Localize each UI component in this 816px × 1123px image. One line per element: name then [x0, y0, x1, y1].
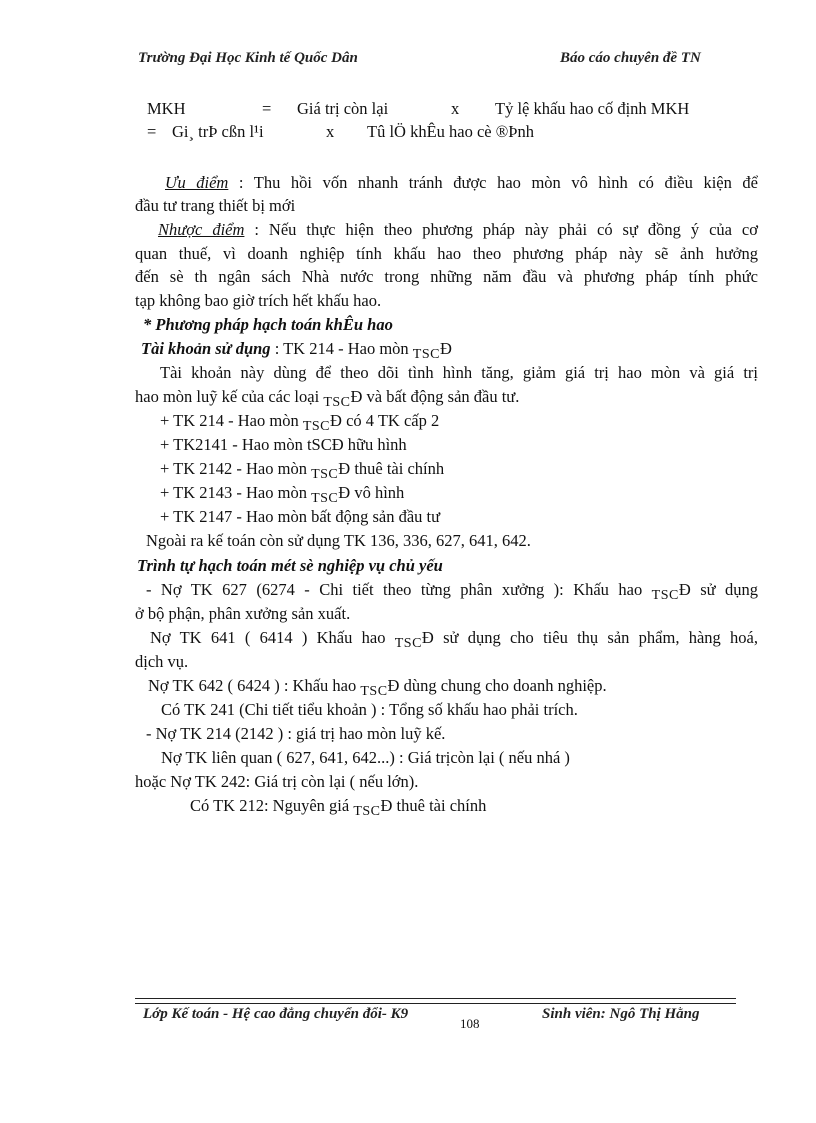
footer-class: Lớp Kế toán - Hệ cao đẳng chuyển đổi- K9	[143, 1006, 409, 1022]
entry-line-7: - Nợ TK 214 (2142 ) : giá trị hao mòn luỹ kế.	[146, 724, 446, 743]
disadvantage-line-3: đến sè th ngân sách Nhà nước trong những năm đầu và phương pháp tính phức	[135, 267, 758, 286]
sub-account-2147: + TK 2147 - Hao mòn bất động sản đầu tư	[160, 507, 441, 526]
section-heading-procedure: Trình tự hạch toán mét sè nghiệp vụ chủ yếu	[137, 556, 443, 575]
footer-divider	[135, 998, 736, 1004]
entry-line-6: Có TK 241 (Chi tiết tiểu khoản ) : Tổng số khấu hao phải trích.	[161, 700, 578, 719]
advantage-line-1: Ưu điểm : Thu hồi vốn nhanh tránh được hao mòn vô hình có điều kiện để	[165, 173, 759, 192]
sub-account-2141: + TK2141 - Hao mòn tSCĐ hữu hình	[160, 435, 407, 454]
entry-line-9: hoặc Nợ TK 242: Giá trị còn lại ( nếu lớn).	[135, 772, 419, 791]
page-number: 108	[460, 1016, 480, 1031]
formula-term-residual-value: Giá trị còn lại	[297, 99, 389, 118]
disadvantage-line-1: Nhược điểm : Nếu thực hiện theo phương pháp này phải có sự đồng ý của cơ	[158, 220, 758, 239]
entry-line-3: Nợ TK 641 ( 6414 ) Khấu hao $_{TSC}$Đ sử dụng cho tiêu thụ sản phẩm, hàng hoá,	[150, 628, 758, 651]
entry-line-10: Có TK 212: Nguyên giá $_{TSC}$Đ thuê tài chính	[190, 796, 487, 819]
disadvantage-label: Nhược điểm	[158, 220, 245, 239]
footer-student: Sinh viên: Ngô Thị Hằng	[542, 1006, 700, 1022]
entry-line-1: - Nợ TK 627 (6274 - Chi tiết theo từng phân xưởng ): Khấu hao $_{TSC}$Đ sử dụng	[146, 580, 758, 603]
advantage-line-2: đầu tư trang thiết bị mới	[135, 196, 296, 215]
formula-times: x	[451, 99, 460, 118]
account-desc-line-1: Tài khoản này dùng để theo dõi tình hình tăng, giảm giá trị hao mòn và giá trị	[160, 363, 758, 382]
formula-times-2: x	[326, 122, 335, 141]
formula-equals: =	[262, 99, 272, 118]
sub-account-214: + TK 214 - Hao mòn $_{TSC}$Đ có 4 TK cấp 2	[160, 411, 440, 434]
header-school: Trường Đại Học Kinh tế Quốc Dân	[138, 50, 358, 66]
account-desc-line-2: hao mòn luỹ kế của các loại $_{TSC}$Đ và bất động sản đầu tư.	[135, 387, 520, 410]
sub-account-2143: + TK 2143 - Hao mòn $_{TSC}$Đ vô hình	[160, 483, 405, 506]
formula-term-rate-legacy: Tû lÖ khÊu hao cè ®Þnh	[367, 122, 534, 141]
other-accounts-line: Ngoài ra kế toán còn sử dụng TK 136, 336, 627, 641, 642.	[146, 531, 531, 550]
formula-term-rate: Tỷ lệ khấu hao cố định MKH	[495, 99, 690, 118]
entry-line-4: dịch vụ.	[135, 652, 189, 671]
entry-line-8: Nợ TK liên quan ( 627, 641, 642...) : Giá trịcòn lại ( nếu nhá )	[161, 748, 570, 767]
advantage-label: Ưu điểm	[165, 173, 229, 192]
account-used-line: Tài khoản sử dụng : TK 214 - Hao mòn $_{TSC}$Đ	[141, 339, 452, 362]
disadvantage-line-2: quan thuế, vì doanh nghiệp tính khấu hao theo phương pháp này sẽ ảnh hưởng	[135, 244, 758, 263]
disadvantage-line-4: tạp không bao giờ trích hết khấu hao.	[135, 291, 382, 310]
account-used-label: Tài khoản sử dụng	[141, 339, 271, 358]
formula-term-residual-value-legacy: Gi¸ trÞ cßn l¹i	[172, 122, 264, 141]
sub-account-2142: + TK 2142 - Hao mòn $_{TSC}$Đ thuê tài chính	[160, 459, 445, 482]
entry-line-2: ở bộ phận, phân xưởng sản xuất.	[135, 604, 351, 623]
section-heading-depreciation-method: * Phương pháp hạch toán khÊu hao	[143, 315, 393, 334]
header-report-title: Báo cáo chuyên đề TN	[560, 50, 701, 66]
formula-lhs: MKH	[147, 99, 186, 118]
entry-line-5: Nợ TK 642 ( 6424 ) : Khấu hao $_{TSC}$Đ dùng chung cho doanh nghiệp.	[148, 676, 607, 699]
formula-equals-2: =	[147, 122, 157, 141]
